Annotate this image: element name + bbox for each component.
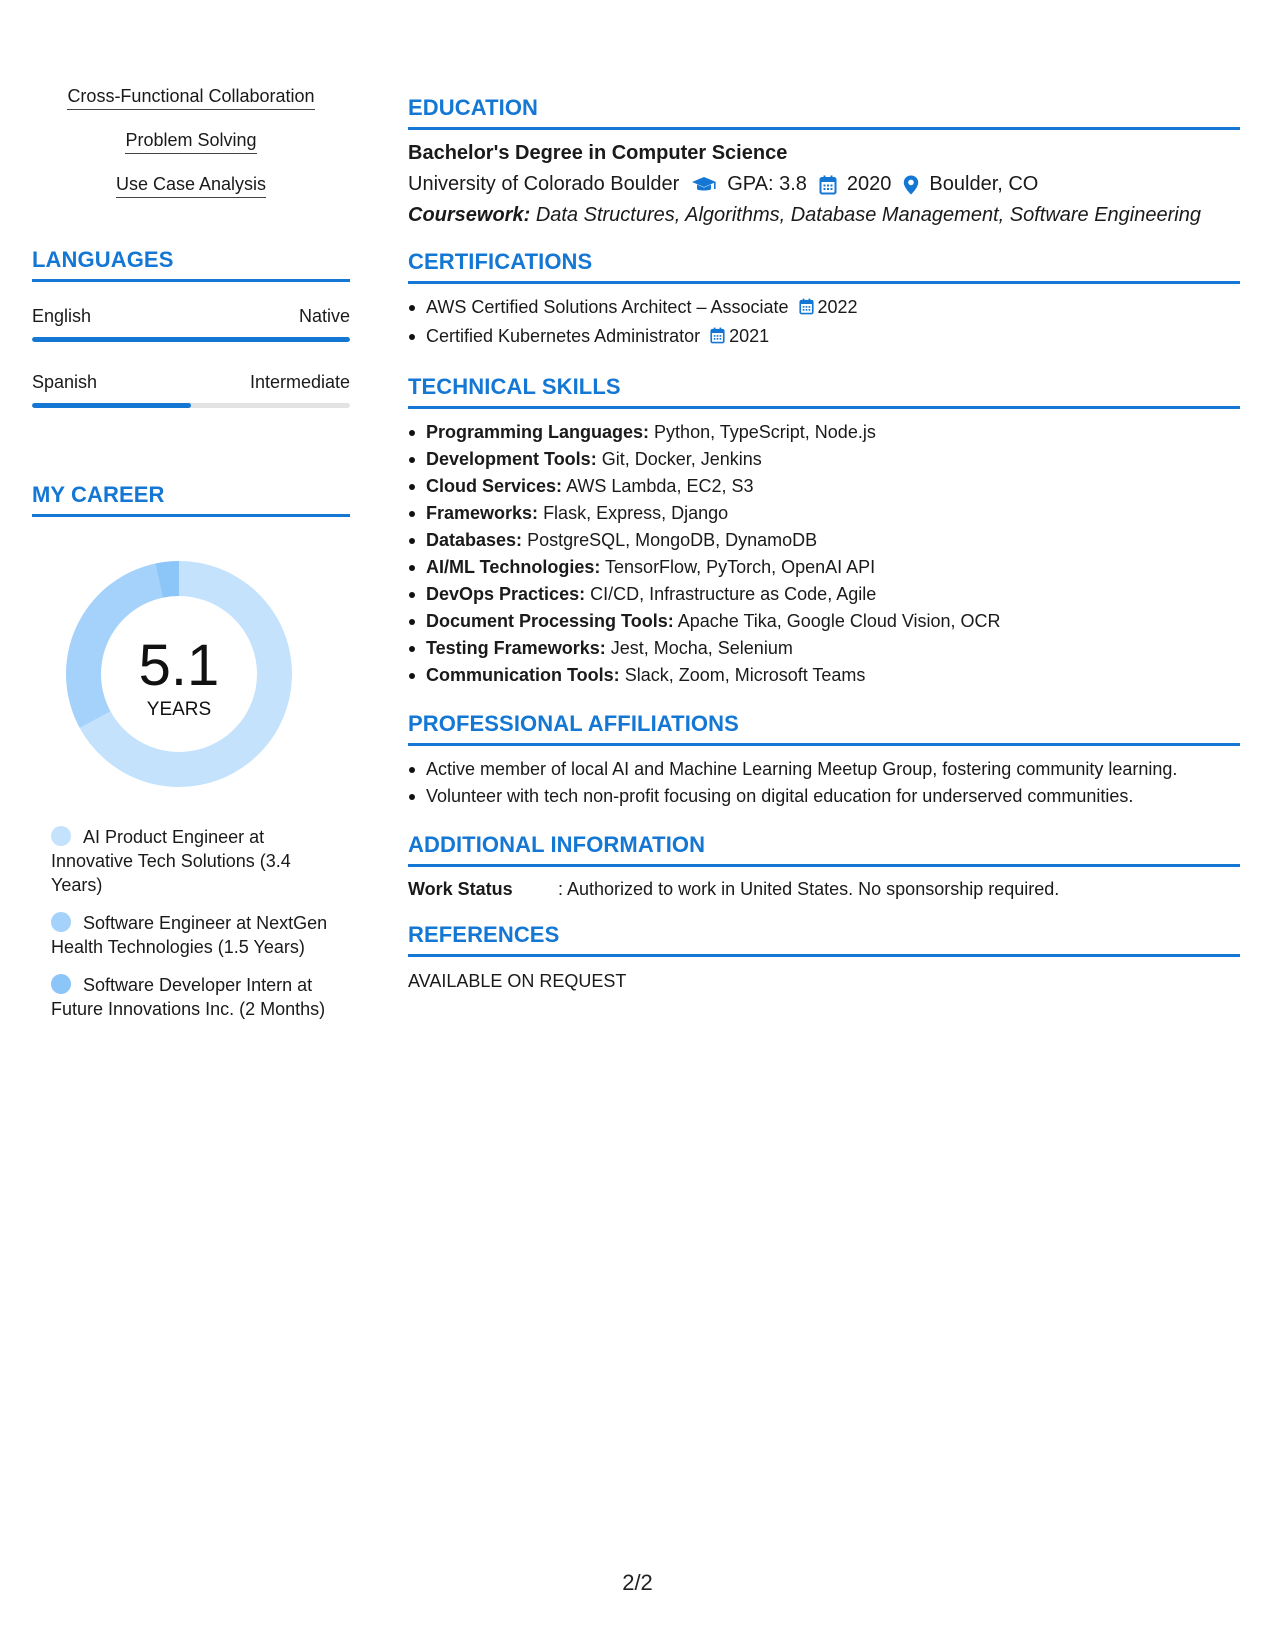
career-donut	[66, 561, 292, 787]
graduation-year: 2020	[846, 173, 892, 195]
language-name: Spanish	[32, 372, 98, 392]
calendar-icon	[819, 175, 837, 195]
certification-year: 2021	[729, 326, 770, 346]
school-location: Boulder, CO	[929, 173, 1039, 195]
tech-skill-item: Cloud Services: AWS Lambda, EC2, S3	[426, 473, 1240, 500]
affiliations-section	[408, 711, 1240, 810]
legend-item: AI Product Engineer at Innovative Tech Solutions (3.4 Years)	[51, 827, 291, 895]
work-status-value: : Authorized to work in United States. No sponsorship required.	[558, 879, 1060, 899]
career-legend	[51, 825, 331, 1021]
technical-skills-list	[408, 419, 1240, 689]
technical-skills-title: TECHNICAL SKILLS	[408, 374, 1240, 409]
education-details	[408, 173, 1240, 196]
legend-dot-icon	[51, 912, 71, 932]
language-row	[32, 306, 350, 327]
language-bar-fill	[32, 403, 191, 408]
certification-item: Certified Kubernetes Administrator 2021	[426, 323, 1240, 352]
education-title: EDUCATION	[408, 95, 1240, 130]
skill-item: Problem Solving	[32, 130, 350, 154]
career-section	[32, 482, 350, 1021]
career-unit: YEARS	[146, 699, 212, 720]
legend-dot-icon	[51, 826, 71, 846]
language-level: Native	[298, 306, 350, 326]
degree-title: Bachelor's Degree in Computer Science	[408, 142, 788, 164]
certifications-list	[408, 294, 1240, 352]
coursework	[408, 204, 1240, 227]
tech-skill-item: AI/ML Technologies: TensorFlow, PyTorch, OpenAI API	[426, 554, 1240, 581]
tech-skill-item: DevOps Practices: CI/CD, Infrastructure as Code, Agile	[426, 581, 1240, 608]
coursework-list: Data Structures, Algorithms, Database Management, Software Engineering	[535, 204, 1201, 226]
references-section	[408, 922, 1240, 992]
certifications-section	[408, 249, 1240, 352]
left-column	[32, 0, 350, 1035]
technical-skills-section	[408, 374, 1240, 689]
certification-item: AWS Certified Solutions Architect – Associate 2022	[426, 294, 1240, 323]
education-section	[408, 95, 1240, 227]
tech-skill-item: Testing Frameworks: Jest, Mocha, Selenium	[426, 635, 1240, 662]
language-row	[32, 372, 350, 393]
career-title: MY CAREER	[32, 482, 350, 517]
affiliation-item: Active member of local AI and Machine Learning Meetup Group, fostering community learning.	[426, 756, 1240, 783]
language-bar-fill	[32, 337, 350, 342]
school-name: University of Colorado Boulder	[408, 173, 680, 195]
tech-skill-item: Document Processing Tools: Apache Tika, Google Cloud Vision, OCR	[426, 608, 1240, 635]
additional-info-title: ADDITIONAL INFORMATION	[408, 832, 1240, 867]
language-level: Intermediate	[249, 372, 350, 392]
tech-skill-item: Development Tools: Git, Docker, Jenkins	[426, 446, 1240, 473]
skills-list	[32, 86, 350, 198]
coursework-label: Coursework:	[408, 204, 531, 226]
affiliation-item: Volunteer with tech non-profit focusing on digital education for underserved communities.	[426, 783, 1240, 810]
location-pin-icon	[903, 175, 919, 195]
work-status-label: Work Status	[408, 879, 513, 899]
languages-section	[32, 247, 350, 408]
legend-item: Software Engineer at NextGen Health Technologies (1.5 Years)	[51, 913, 328, 957]
affiliations-list	[408, 756, 1240, 810]
tech-skill-item: Communication Tools: Slack, Zoom, Microsoft Teams	[426, 662, 1240, 689]
skill-item: Use Case Analysis	[32, 174, 350, 198]
language-bar	[32, 403, 350, 408]
graduation-cap-icon	[691, 176, 717, 194]
certification-year: 2022	[817, 297, 858, 317]
legend-item: Software Developer Intern at Future Innovations Inc. (2 Months)	[51, 975, 326, 1019]
tech-skill-item: Frameworks: Flask, Express, Django	[426, 500, 1240, 527]
career-total: 5.1	[138, 633, 220, 698]
legend-dot-icon	[51, 974, 71, 994]
affiliations-title: PROFESSIONAL AFFILIATIONS	[408, 711, 1240, 746]
calendar-icon	[710, 325, 725, 352]
references-title: REFERENCES	[408, 922, 1240, 957]
tech-skill-item: Databases: PostgreSQL, MongoDB, DynamoDB	[426, 527, 1240, 554]
language-name: English	[32, 306, 92, 326]
gpa: GPA: 3.8	[727, 173, 807, 195]
references-value: AVAILABLE ON REQUEST	[408, 971, 627, 991]
work-status-row	[408, 879, 1240, 900]
calendar-icon	[799, 296, 814, 323]
additional-info-section	[408, 832, 1240, 900]
certifications-title: CERTIFICATIONS	[408, 249, 1240, 284]
page-number: 2/2	[622, 1570, 653, 1595]
tech-skill-item: Programming Languages: Python, TypeScript, Node.js	[426, 419, 1240, 446]
skill-item: Cross-Functional Collaboration	[32, 86, 350, 110]
languages-title: LANGUAGES	[32, 247, 350, 282]
right-column	[408, 0, 1240, 992]
language-bar	[32, 337, 350, 342]
